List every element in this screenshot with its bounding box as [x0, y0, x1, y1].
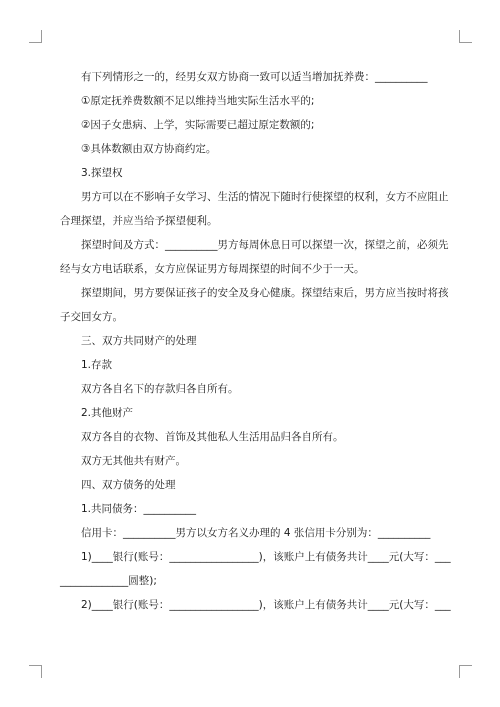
paragraph-line: ③具体数额由双方协商约定。 — [81, 143, 217, 155]
paragraph-continuation-line: 合理探望，并应当给予探望便利。 — [60, 215, 218, 227]
crop-mark-bottom-left — [29, 665, 42, 678]
paragraph-line: 信用卡：__________男方以女方名义办理的 4 张信用卡分别为：__________ — [81, 527, 431, 539]
paragraph-line: 有下列情形之一的，经男女双方协商一致可以适当增加抚养费：__________ — [81, 71, 428, 83]
paragraph-line: 双方无其他共有财产。 — [81, 455, 186, 467]
paragraph-line: 男方可以在不影响子女学习、生活的情况下随时行使探望的权利，女方不应阻止 — [81, 191, 449, 203]
paragraph-line: ②因子女患病、上学，实际需要已超过原定数额的; — [81, 119, 315, 131]
paragraph-continuation-line: 经与女方电话联系，女方应保证男方每周探望的时间不少于一天。 — [60, 263, 365, 275]
paragraph-line: ①原定抚养费数额不足以维持当地实际生活水平的; — [81, 95, 315, 107]
paragraph-continuation-line: _____________圆整); — [60, 575, 157, 587]
paragraph-line: 探望期间，男方要保证孩子的安全及身心健康。探望结束后，男方应当按时将孩 — [81, 287, 449, 299]
paragraph-line: 探望时间及方式：__________男方每周休息日可以探望一次，探望之前，必须先 — [81, 239, 449, 251]
paragraph-line: 1.存款 — [81, 359, 113, 371]
paragraph-line: 三、双方共同财产的处理 — [81, 335, 197, 347]
paragraph-line: 3.探望权 — [81, 167, 123, 179]
paragraph-line: 双方各自的衣物、首饰及其他私人生活用品归各自所有。 — [81, 431, 344, 443]
paragraph-line: 2.其他财产 — [81, 407, 134, 419]
crop-mark-bottom-right — [459, 665, 472, 678]
document-body — [60, 65, 451, 617]
crop-mark-top-right — [459, 30, 472, 43]
paragraph-line: 四、双方债务的处理 — [81, 479, 176, 491]
paragraph-line: 1)____银行(账号：_________________)，该账户上有债务共计____元(大写：___ — [81, 551, 451, 563]
paragraph-line: 1.共同债务：__________ — [81, 503, 197, 515]
paragraph-continuation-line: 子交回女方。 — [60, 311, 123, 323]
paragraph-line: 2)____银行(账号：_________________)，该账户上有债务共计____元(大写：___ — [81, 599, 451, 611]
paragraph-line: 双方各自名下的存款归各自所有。 — [81, 383, 239, 395]
crop-mark-top-left — [29, 30, 42, 43]
